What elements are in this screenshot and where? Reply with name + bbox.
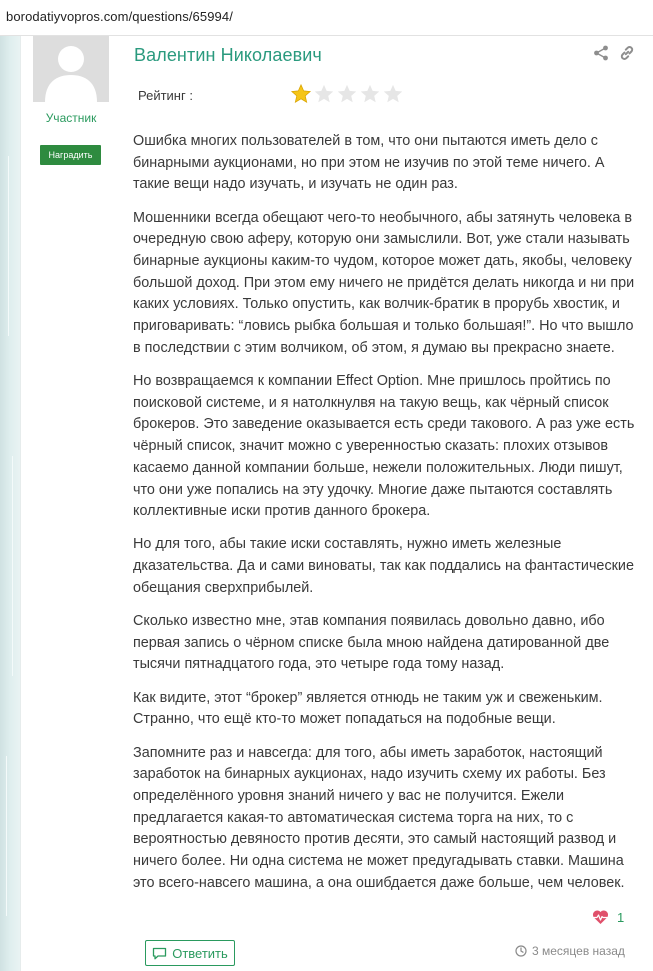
star-empty-icon[interactable] bbox=[313, 83, 335, 105]
post-content bbox=[133, 131, 641, 906]
star-empty-icon[interactable] bbox=[359, 83, 381, 105]
star-filled-icon[interactable] bbox=[290, 83, 312, 105]
address-url[interactable]: borodatiyvopros.com/questions/65994/ bbox=[6, 9, 233, 24]
post-paragraph: Как видите, этот “брокер” является отнюдь не таким уж и свеженьким. Странно, что ещё кто-то может попадаться на подобные вещи. bbox=[133, 689, 603, 728]
post-paragraph: Но для того, абы такие иски составлять, нужно иметь железные дказательства. Да и сами виноваты, так как поддались на фантастические обещания сверхприбылей. bbox=[133, 536, 634, 596]
user-role: Участник bbox=[45, 111, 97, 125]
award-button[interactable]: Наградить bbox=[40, 145, 101, 165]
user-avatar[interactable] bbox=[33, 36, 109, 102]
heartbeat-icon[interactable] bbox=[592, 909, 609, 925]
post-paragraph: Но возвращаемся к компании Effect Option. Мне пришлось пройтись по поисковой системе, и я натолкнулвя на такую вещь, как чёрный список брокеров. Это заведение оказывается есть среди такового. А раз уже есть чёрный список, значит можно с уверенностью сказать: плохих отзывов касаемо данной компании больше, нежели положительных. Люди пишут, что они уже попались на эту удочку. Многие даже пытаются составлять коллективные иски против данного брокера. bbox=[133, 373, 635, 520]
content-edge bbox=[20, 36, 21, 971]
post-paragraph: Сколько известно мне, этав компания появилась довольно давно, ибо первая запись о чёрном списке была мною найдена датированной две тысячи пятнадцатого года, это четыре года тому назад. bbox=[133, 613, 610, 673]
author-name[interactable]: Валентин Николаевич bbox=[134, 45, 322, 65]
rating-label: Рейтинг : bbox=[138, 88, 193, 103]
likes-count: 1 bbox=[617, 909, 625, 925]
post-paragraph: Запомните раз и навсегда: для того, абы иметь заработок, настоящий заработок на бинарных аукционах, надо изучить схему их работы. Без определённого уровня знаний ничего у вас не получится. Ежели предлагается какая-то автоматическая система торга на них, то с вероятностью девяносто против десяти, это самый настоящий развод и ничего более. Ни одна система не может предугадывать ставки. Машина это всего-навсего машина, а она ошибдается даже больше, чем человек. bbox=[133, 744, 625, 891]
default-user-avatar-icon bbox=[33, 36, 109, 102]
link-icon[interactable] bbox=[619, 45, 635, 61]
comment-icon bbox=[152, 947, 167, 960]
post-time-text: 3 месяцев назад bbox=[532, 944, 625, 958]
page-background-strip bbox=[0, 36, 20, 971]
star-empty-icon[interactable] bbox=[382, 83, 404, 105]
rating-stars[interactable] bbox=[290, 83, 405, 107]
clock-icon bbox=[515, 945, 527, 957]
post-paragraph: Мошенники всегда обещают чего-то необычного, абы затянуть человека в очередную свою аферу, которую они замыслили. Вот, уже стали называть бинарные аукционы каким-то чудом, которое может дать, якобы, человеку большой доход. При этом ему ничего не придётся делать никогда и ни при каких условиях. Только опустить, как волчик-братик в прорубь хвостик, и приговаривать: “ловись рыбка большая и только большая!”. Но что вышло в последствии с этим волчиком, об этом, я думаю вы прекрасно знаете. bbox=[133, 209, 635, 356]
post-paragraph: Ошибка многих пользователей в том, что они пытаются иметь дело с бинарными аукционами, но при этом не изучив по этой теме ничего. А такие вещи надо изучать, и изучать не один раз. bbox=[133, 133, 605, 193]
star-empty-icon[interactable] bbox=[336, 83, 358, 105]
likes[interactable] bbox=[592, 907, 624, 927]
share-icon[interactable] bbox=[593, 45, 609, 61]
address-bar[interactable] bbox=[0, 0, 653, 36]
reply-button[interactable] bbox=[145, 940, 235, 966]
post-time bbox=[515, 944, 625, 958]
reply-label: Ответить bbox=[172, 945, 228, 961]
